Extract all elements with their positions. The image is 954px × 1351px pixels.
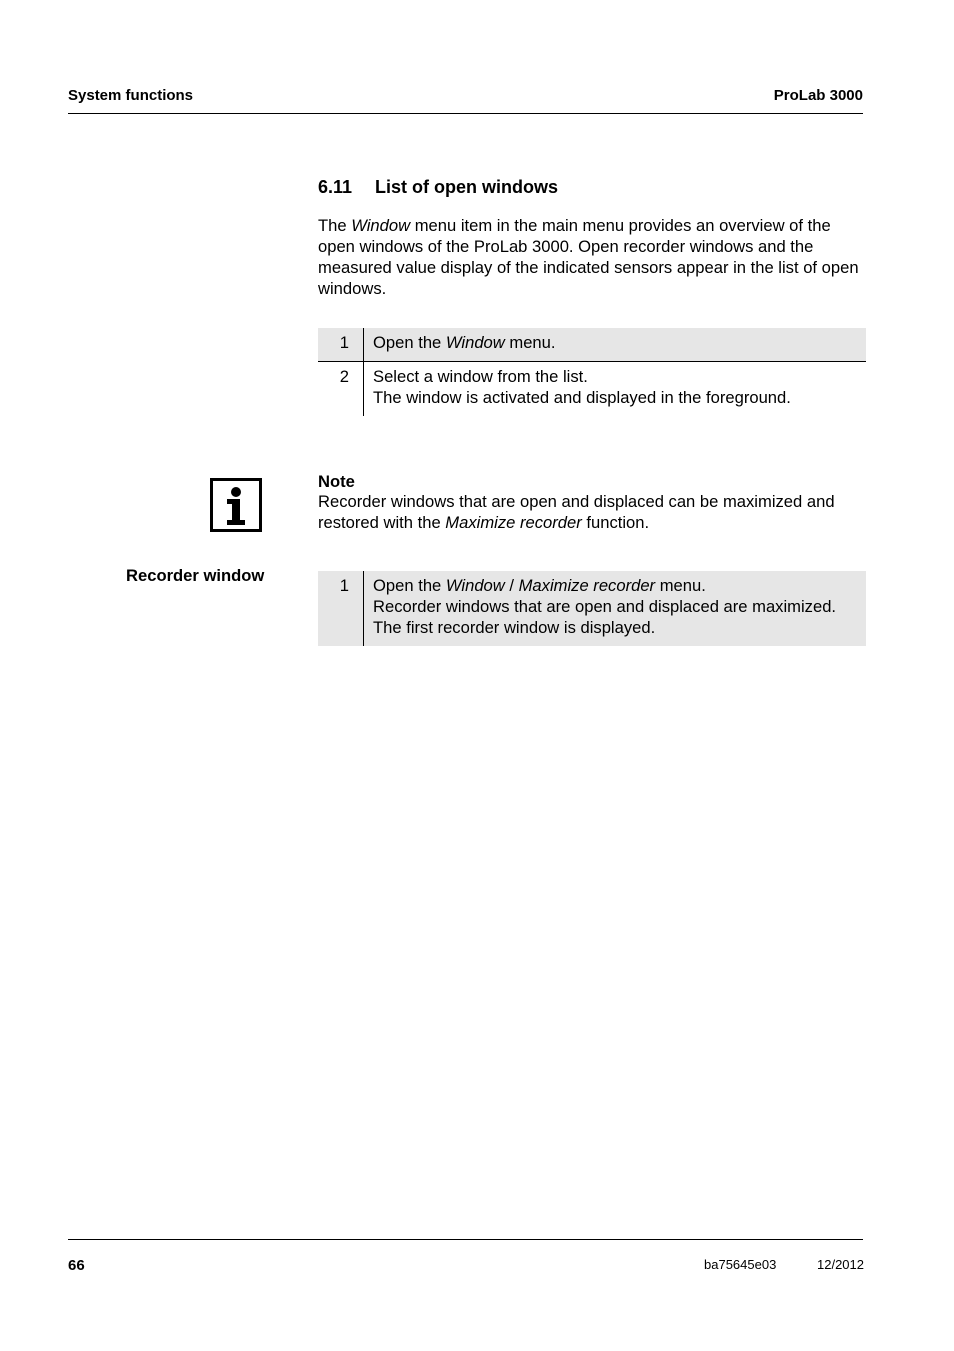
step-text-pre: Open the — [373, 333, 446, 352]
section-title: List of open windows — [375, 177, 558, 197]
document-id: ba75645e03 — [704, 1257, 777, 1272]
section-number: 6.11 — [318, 177, 353, 197]
step-number-cell — [318, 362, 364, 417]
step-text — [364, 571, 867, 646]
step-row — [318, 571, 866, 646]
step-text-post: menu. — [504, 333, 556, 352]
step-row — [318, 328, 866, 362]
step-number-cell — [318, 571, 364, 646]
step-text-pre: Open the — [373, 576, 446, 595]
margin-label-recorder-window: Recorder window — [126, 566, 265, 585]
intro-text-em: Window — [351, 216, 411, 235]
step-text-em: Maximize recorder — [518, 576, 656, 595]
step-text-line: The first recorder window is displayed. — [373, 618, 656, 637]
note-text-post: function. — [581, 513, 650, 532]
step-text-post: menu. — [655, 576, 706, 595]
step-text-line — [373, 575, 866, 596]
note-text — [318, 491, 866, 533]
running-header-right: ProLab 3000 — [773, 87, 863, 104]
note-title: Note — [318, 472, 355, 491]
recorder-steps-table — [318, 571, 866, 646]
intro-paragraph — [318, 215, 866, 299]
step-text — [364, 328, 867, 362]
intro-text-post: menu item in the main menu provides an overview of the open windows of the ProLab 3000. Open recorder windows and the measured value display of the indicated sensors appear in the list of open windows. — [318, 216, 859, 298]
section-heading — [318, 177, 558, 198]
document-date: 12/2012 — [817, 1257, 864, 1272]
page-number: 66 — [68, 1257, 85, 1274]
step-text-line: Select a window from the list. — [373, 367, 588, 386]
intro-text-pre: The — [318, 216, 352, 235]
note-text-pre: Recorder windows that are open and displaced can be maximized and restored with the — [318, 492, 835, 532]
step-text-em: Window — [445, 333, 505, 352]
step-text-sep: / — [504, 576, 519, 595]
step-text-line: Recorder windows that are open and displaced are maximized. — [373, 597, 837, 616]
step-number: 2 — [339, 367, 349, 386]
footer-rule — [68, 1239, 863, 1240]
step-row — [318, 362, 866, 417]
step-text-em: Window — [445, 576, 505, 595]
steps-table — [318, 328, 866, 416]
note-text-em: Maximize recorder — [445, 513, 582, 532]
step-text-line: The window is activated and displayed in the foreground. — [373, 388, 791, 407]
info-icon — [210, 478, 262, 532]
step-number-cell — [318, 328, 364, 362]
running-header-left: System functions — [68, 87, 194, 104]
step-text — [364, 362, 867, 417]
header-rule — [68, 113, 863, 114]
step-number: 1 — [339, 576, 349, 595]
step-number: 1 — [339, 333, 349, 352]
